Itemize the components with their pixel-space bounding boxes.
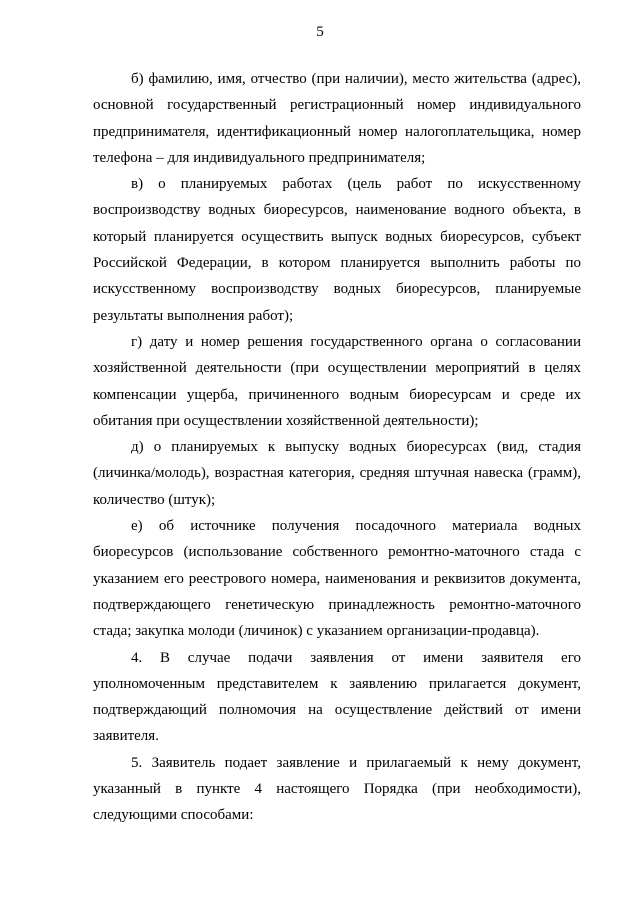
paragraph-5-submission-methods: 5. Заявитель подает заявление и прилагаемый к нему документ, указанный в пункте 4 настоящего Порядка (при необходимости), следующими способами: xyxy=(93,754,581,824)
paragraph-b-individual-entrepreneur: б) фамилию, имя, отчество (при наличии), место жительства (адрес), основной государственный регистрационный номер индивидуального предпринимателя, идентификационный номер налогоплательщика, номер телефона – для индивидуального предпринимателя; xyxy=(93,71,581,166)
paragraph-d-planned-release: д) о планируемых к выпуску водных биоресурсах (вид, стадия (личинка/молодь), возрастная категория, средняя штучная навеска (грамм), количество (штук); xyxy=(93,439,581,508)
paragraph-4-representative: 4. В случае подачи заявления от имени заявителя его уполномоченным представителем к заявлению прилагается документ, подтверждающий полномочия на осуществление действий от имени заявителя. xyxy=(93,649,581,745)
paragraph-g-decision-date-number: г) дату и номер решения государственного органа о согласовании хозяйственной деятельности (при осуществлении мероприятий в целях компенсации ущерба, причиненного водным биоресурсам и среде их обитания при осуществлении хозяйственной деятельности); xyxy=(93,333,581,429)
page-number: 5 xyxy=(316,24,324,40)
paragraph-v-planned-works: в) о планируемых работах (цель работ по искусственному воспроизводству водных биоресурсов, наименование водного объекта, в который планируется осуществить выпуск водных биоресурсов, субъект Российской Федерации, в котором планируется выполнить работы по искусственному воспроизводству водных биоресурсов, планируемые результаты выполнения работ); xyxy=(93,176,581,324)
paragraph-e-seed-material-source: е) об источнике получения посадочного материала водных биоресурсов (использование собственного ремонтно-маточного стада с указанием его реестрового номера, наименования и реквизитов документа, подтверждающего генетическую принадлежность ремонтно-маточного стада; закупка молоди (личинок) с указанием организации-продавца). xyxy=(93,518,581,640)
document-body xyxy=(93,66,581,829)
